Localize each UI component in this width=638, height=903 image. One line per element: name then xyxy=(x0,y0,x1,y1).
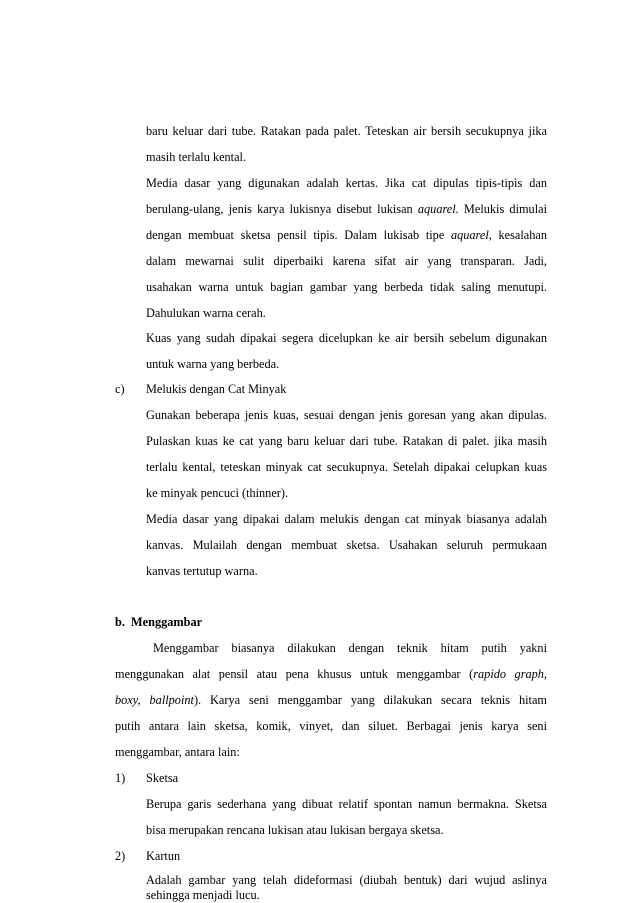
paragraph-line: Menggambar biasanya dilakukan dengan teknik hitam putih yakni xyxy=(153,641,547,655)
paragraph-line: menggambar, antara lain: xyxy=(115,745,240,759)
paragraph-line: Media dasar yang digunakan adalah kertas. Jika cat dipulas tipis-tipis dan xyxy=(146,176,547,190)
text-span: dengan membuat sketsa pensil tipis. Dalam lukisab tipe xyxy=(146,228,451,242)
paragraph-line xyxy=(115,666,547,682)
paragraph-line: Dahulukan warna cerah. xyxy=(146,306,266,320)
italic-term: aquarel xyxy=(450,228,489,242)
paragraph-line: bisa merupakan rencana lukisan atau lukisan bergaya sketsa. xyxy=(146,823,444,837)
list-marker: 1) xyxy=(115,771,126,785)
italic-term: boxy, ballpoint xyxy=(115,693,194,707)
paragraph-line: Media dasar yang dipakai dalam melukis dengan cat minyak biasanya adalah xyxy=(146,512,547,526)
paragraph-line: kanvas. Mulailah dengan membuat sketsa. Usahakan seluruh permukaan xyxy=(146,538,547,552)
paragraph-line: putih antara lain sketsa, komik, vinyet, dan siluet. Berbagai jenis karya seni xyxy=(115,719,547,733)
text-span: menggunakan alat pensil atau pena khusus untuk menggambar ( xyxy=(115,667,474,681)
paragraph-line xyxy=(115,692,547,708)
text-span: , kesalahan xyxy=(488,228,547,242)
paragraph-line: Kuas yang sudah dipakai segera dicelupkan ke air bersih sebelum digunakan xyxy=(146,331,547,345)
paragraph-line: Pulaskan kuas ke cat yang baru keluar dari tube. Ratakan di palet. jika masih xyxy=(146,434,547,448)
section-heading: b. Menggambar xyxy=(115,615,203,629)
text-span: Melukis dimulai xyxy=(458,202,547,216)
italic-term: rapido graph, xyxy=(473,667,547,681)
paragraph-line: ke minyak pencuci (thinner). xyxy=(146,486,289,500)
subsection-title: Melukis dengan Cat Minyak xyxy=(146,382,287,396)
paragraph-line: usahakan warna untuk bagian gambar yang berbeda tidak saling menutupi. xyxy=(146,280,547,294)
paragraph-line: Gunakan beberapa jenis kuas, sesuai dengan jenis goresan yang akan dipulas. xyxy=(146,408,547,422)
paragraph-line: terlalu kental, teteskan minyak cat secukupnya. Setelah dipakai celupkan kuas xyxy=(146,460,547,474)
paragraph-line xyxy=(146,201,547,217)
paragraph-line: baru keluar dari tube. Ratakan pada palet. Teteskan air bersih secukupnya jika xyxy=(146,124,547,138)
text-span: ). Karya seni menggambar yang dilakukan secara teknis hitam xyxy=(193,693,547,707)
paragraph-line: kanvas tertutup warna. xyxy=(146,564,258,578)
italic-term: aquarel. xyxy=(417,202,459,216)
list-marker: 2) xyxy=(115,849,126,863)
paragraph-line: untuk warna yang berbeda. xyxy=(146,357,280,371)
list-item-title: Kartun xyxy=(146,849,181,863)
paragraph-line: dalam mewarnai sulit diperbaiki karena sifat air yang transparan. Jadi, xyxy=(146,254,547,268)
paragraph-line: sehingga menjadi lucu. xyxy=(146,888,260,902)
paragraph-line xyxy=(146,227,547,243)
list-marker: c) xyxy=(115,382,125,396)
paragraph-line: Berupa garis sederhana yang dibuat relatif spontan namun bermakna. Sketsa xyxy=(146,797,547,811)
list-item-title: Sketsa xyxy=(146,771,179,785)
text-span: berulang-ulang, jenis karya lukisnya disebut lukisan xyxy=(146,202,418,216)
paragraph-line: masih terlalu kental. xyxy=(146,150,247,164)
paragraph-line: Adalah gambar yang telah dideformasi (diubah bentuk) dari wujud aslinya xyxy=(146,873,547,887)
